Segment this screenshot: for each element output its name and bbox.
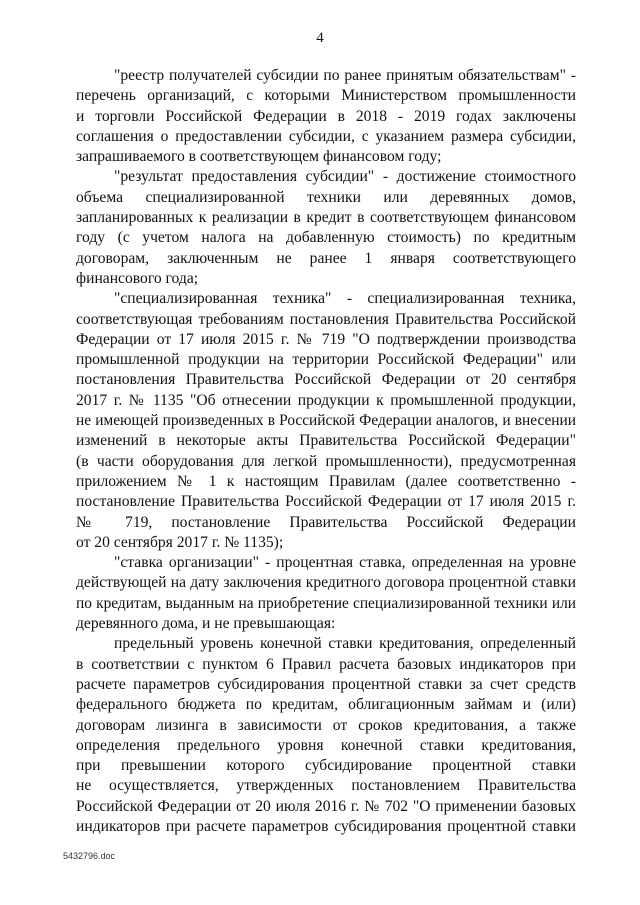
text-line: и торговли Российской Федерации в 2018 - 2019 годах заключены (76, 107, 576, 125)
text-line: деревянного дома, и не превышающая: (76, 615, 336, 633)
text-line: действующей на дату заключения кредитного договора процентной ставки (76, 574, 576, 592)
text-line: 2017 г. № 1135 "Об отнесении продукции к промышленной продукции, (76, 391, 576, 409)
text-line: постановление Правительства Российской Федерации от 17 июля 2015 г. (76, 493, 576, 511)
text-line: определения предельного уровня конечной ставки кредитования, (76, 736, 576, 754)
text-line: индикаторов при расчете параметров субсидирования процентной ставки (76, 817, 576, 835)
text-line: федерального бюджета по кредитам, облигационным займам и (или) (76, 696, 576, 714)
text-line: предельный уровень конечной ставки кредитования, определенный (114, 635, 576, 653)
text-line: № 719, постановление Правительства Российской Федерации (76, 513, 576, 531)
text-line: соглашения о предоставлении субсидии, с указанием размера субсидии, (76, 127, 576, 145)
text-line: запрашиваемого в соответствующем финансовом году; (76, 148, 442, 166)
document-file-code: 5432796.doc (63, 851, 116, 861)
text-line: не осуществляется, утвержденных постановлением Правительства (76, 777, 576, 795)
text-line: "реестр получателей субсидии по ранее принятым обязательствам" - (114, 67, 576, 84)
text-line: Федерации от 17 июля 2015 г. № 719 "О подтверждении производства (76, 330, 576, 348)
text-line: "специализированная техника" - специализированная техника, (114, 290, 576, 308)
text-line: при превышении которого субсидирование процентной ставки (76, 757, 576, 775)
text-line: перечень организаций, с которыми Министерством промышленности (76, 87, 576, 105)
text-line: объема специализированной техники или деревянных домов, (76, 188, 576, 206)
document-body (76, 66, 576, 837)
text-line: не имеющей произведенных в Российской Федерации аналогов, и внесении (76, 412, 576, 430)
text-line: "результат предоставления субсидии" - достижение стоимостного (114, 168, 576, 186)
text-line: постановления Правительства Российской Федерации от 20 сентября (76, 371, 576, 389)
text-line: (в части оборудования для легкой промышленности), предусмотренная (76, 452, 576, 470)
text-line: "ставка организации" - процентная ставка, определенная на уровне (114, 554, 576, 572)
text-line: от 20 сентября 2017 г. № 1135); (76, 533, 284, 551)
text-line: приложением № 1 к настоящим Правилам (далее соответственно - (76, 472, 576, 490)
text-line: договорам, заключенным не ранее 1 января соответствующего (76, 249, 576, 267)
text-line: в соответствии с пунктом 6 Правил расчета базовых индикаторов при (76, 655, 576, 673)
text-line: году (с учетом налога на добавленную стоимость) по кредитным (76, 229, 576, 247)
text-line: финансового года; (76, 269, 199, 287)
text-line: соответствующая требованиям постановления Правительства Российской (76, 310, 576, 328)
text-line: запланированных к реализации в кредит в соответствующем финансовом (76, 209, 576, 227)
text-line: Российской Федерации от 20 июля 2016 г. № 702 "О применении базовых (76, 797, 576, 815)
text-line: по кредитам, выданным на приобретение специализированной техники или (76, 594, 576, 612)
text-line: изменений в некоторые акты Правительства Российской Федерации" (76, 432, 576, 450)
text-line: промышленной продукции на территории Российской Федерации" или (76, 351, 576, 369)
text-line: договорам лизинга в зависимости от сроков кредитования, а также (76, 716, 576, 734)
text-line: расчете параметров субсидирования процентной ставки за счет средств (76, 675, 576, 693)
page-number: 4 (316, 30, 324, 46)
